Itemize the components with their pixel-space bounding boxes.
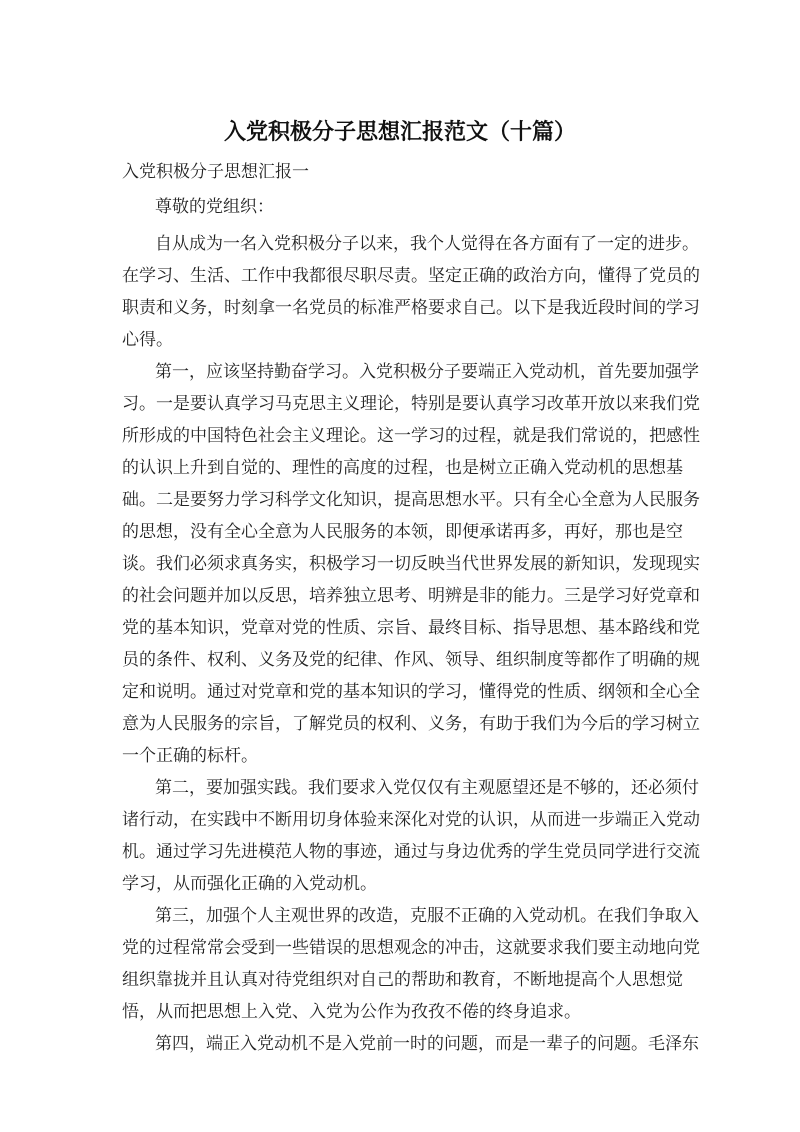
text-line: 定和说明。通过对党章和党的基本知识的学习，懂得党的性质、纲领和全心全 [122,682,700,702]
document-body [122,228,700,1060]
text-line: 党的过程常常会受到一些错误的思想观念的冲击，这就要求我们要主动地向党 [122,938,700,958]
salutation: 尊敬的党组织： [155,197,274,217]
text-line: 习。一是要认真学习马克思主义理论，特别是要认真学习改革开放以来我们党 [122,394,700,414]
document-title: 入党积极分子思想汇报范文（十篇） [223,120,576,145]
paragraph [122,356,700,772]
text-line: 第四，端正入党动机不是入党前一时的问题，而是一辈子的问题。毛泽东 [155,1034,699,1054]
text-line: 在学习、生活、工作中我都很尽职尽责。坚定正确的政治方向，懂得了党员的 [122,266,700,286]
text-line: 悟，从而把思想上入党、入党为公作为孜孜不倦的终身追求。 [122,1002,581,1022]
text-line: 机。通过学习先进模范人物的事迹，通过与身边优秀的学生党员同学进行交流 [122,842,700,862]
text-line: 诸行动，在实践中不断用切身体验来深化对党的认识，从而进一步端正入党动 [122,810,700,830]
text-line: 自从成为一名入党积极分子以来，我个人觉得在各方面有了一定的进步。 [155,234,699,254]
paragraph [122,772,700,900]
text-line: 础。二是要努力学习科学文化知识，提高思想水平。只有全心全意为人民服务 [122,490,700,510]
text-line: 组织靠拢并且认真对待党组织对自己的帮助和教育，不断地提高个人思想觉 [122,970,683,990]
text-line: 学习，从而强化正确的入党动机。 [122,874,377,894]
text-line: 的认识上升到自觉的、理性的高度的过程，也是树立正确入党动机的思想基 [122,458,683,478]
text-line: 第一，应该坚持勤奋学习。入党积极分子要端正入党动机，首先要加强学 [155,362,699,382]
text-line: 的思想，没有全心全意为人民服务的本领，即便承诺再多，再好，那也是空 [122,522,683,542]
text-line: 心得。 [122,330,173,350]
paragraph [122,1028,699,1060]
text-line: 所形成的中国特色社会主义理论。这一学习的过程，就是我们常说的，把感性 [122,426,700,446]
text-line: 第二，要加强实践。我们要求入党仅仅有主观愿望还是不够的，还必须付 [155,778,699,798]
text-line: 员的条件、权利、义务及党的纪律、作风、领导、组织制度等都作了明确的规 [122,650,700,670]
text-line: 的社会问题并加以反思，培养独立思考、明辨是非的能力。三是学习好党章和 [122,586,700,606]
text-line: 职责和义务，时刻拿一名党员的标准严格要求自己。以下是我近段时间的学习 [122,298,700,318]
text-line: 一个正确的标杆。 [122,746,258,766]
text-line: 第三，加强个人主观世界的改造，克服不正确的入党动机。在我们争取入 [155,906,699,926]
paragraph [122,900,700,1028]
paragraph [122,228,700,356]
section-heading: 入党积极分子思想汇报一 [122,162,309,182]
text-line: 意为人民服务的宗旨，了解党员的权利、义务，有助于我们为今后的学习树立 [122,714,700,734]
text-line: 谈。我们必须求真务实，积极学习一切反映当代世界发展的新知识，发现现实 [122,554,700,574]
text-line: 党的基本知识，党章对党的性质、宗旨、最终目标、指导思想、基本路线和党 [122,618,700,638]
